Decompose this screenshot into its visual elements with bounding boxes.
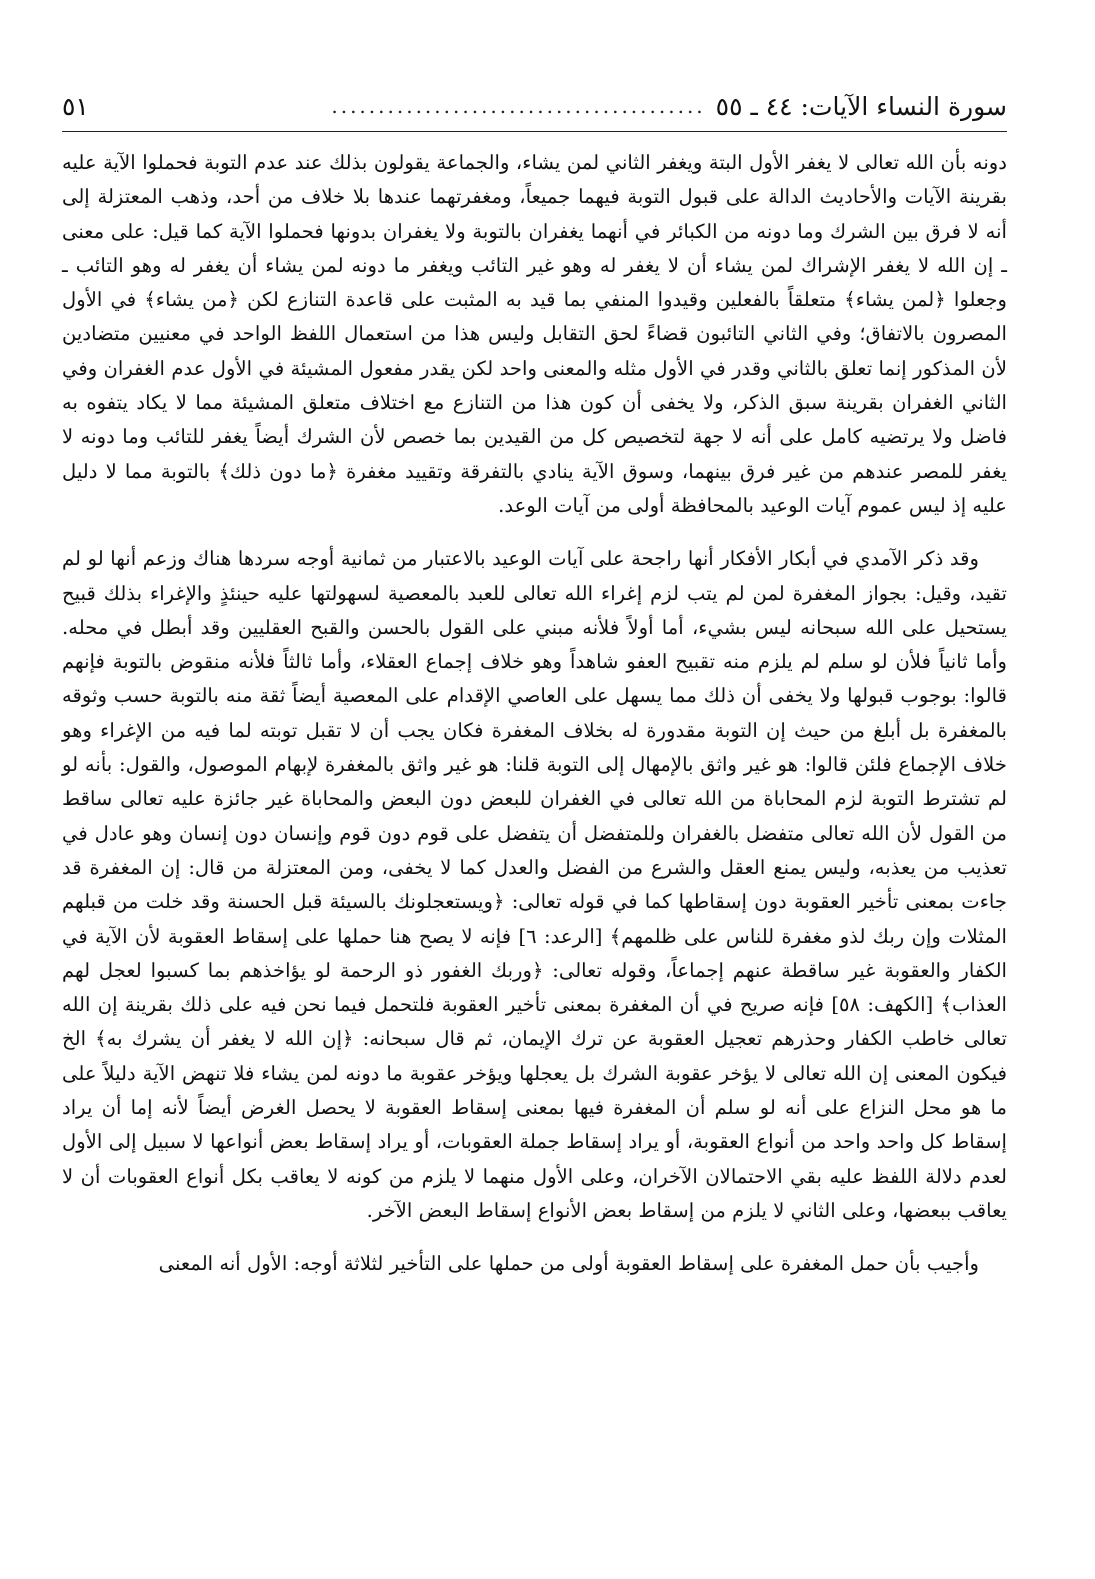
header-rule [62,131,1007,132]
paragraph-2: وقد ذكر الآمدي في أبكار الأفكار أنها راجحة على آيات الوعيد بالاعتبار من ثمانية أوجه سردها هناك وزعم أنها لو لم تقيد، وقيل: بجواز المغفرة لمن لم يتب لزم إغراء الله تعالى للعبد بالمعصية لسهولتها عليه حينئذٍ والإغراء بذلك قبيح يستحيل على الله سبحانه ليس بشيء، أما أولاً فلأنه مبني على القول بالحسن والقبح العقليين وقد أبطل في محله. وأما ثانياً فلأن لو سلم لم يلزم منه تقبيح العفو شاهداً وهو خلاف إجماع العقلاء، وأما ثالثاً فلأنه منقوض بالتوبة فإنهم قالوا: بوجوب قبولها ولا يخفى أن ذلك مما يسهل على العاصي الإقدام على المعصية أيضاً ثقة منه بالتوبة حسب وثوقه بالمغفرة بل أبلغ من حيث إن التوبة مقدورة له بخلاف المغفرة فكان يجب أن لا تقبل توبته لما فيه من الإغراء وهو خلاف الإجماع فلئن قالوا: هو غير واثق بالإمهال إلى التوبة قلنا: هو غير واثق بالمغفرة لإبهام الموصول، والقول: بأنه لو لم تشترط التوبة لزم المحاباة من الله تعالى في الغفران للبعض دون البعض والمحاباة غير جائزة عليه تعالى ساقط من القول لأن الله تعالى متفضل بالغفران وللمتفضل أن يتفضل على قوم دون قوم وإنسان دون إنسان وهو عادل في تعذيب من يعذبه، وليس يمنع العقل والشرع من الفضل والعدل كما لا يخفى، ومن المعتزلة من قال: إن المغفرة قد جاءت بمعنى تأخير العقوبة دون إسقاطها كما في قوله تعالى: ﴿ويستعجلونك بالسيئة قبل الحسنة وقد خلت من قبلهم المثلات وإن ربك لذو مغفرة للناس على ظلمهم﴾ [الرعد: ٦] فإنه لا يصح هنا حملها على إسقاط العقوبة لأن الآية في الكفار والعقوبة غير ساقطة عنهم إجماعاً، وقوله تعالى: ﴿وربك الغفور ذو الرحمة لو يؤاخذهم بما كسبوا لعجل لهم العذاب﴾ [الكهف: ٥٨] فإنه صريح في أن المغفرة بمعنى تأخير العقوبة فلتحمل فيما نحن فيه على ذلك بقرينة إن الله تعالى خاطب الكفار وحذرهم تعجيل العقوبة عن ترك الإيمان، ثم قال سبحانه: ﴿إن الله لا يغفر أن يشرك به﴾ الخ فيكون المعنى إن الله تعالى لا يؤخر عقوبة الشرك بل يعجلها ويؤخر عقوبة ما دونه لمن يشاء فلا تنهض الآية دليلاً على ما هو محل النزاع على أنه لو سلم أن المغفرة فيها بمعنى إسقاط العقوبة لا يحصل الغرض أيضاً لأنه إما أن يراد إسقاط كل واحد واحد من أنواع العقوبة، أو يراد إسقاط جملة العقوبات، أو يراد إسقاط بعض أنواعها لا سبيل إلى الأول لعدم دلالة اللفظ عليه بقي الاحتمالان الآخران، وعلى الأول منهما لا يلزم من كونه لا يعاقب بكل أنواع العقوبات أن لا يعاقب ببعضها، وعلى الثاني لا يلزم من إسقاط بعض الأنواع إسقاط البعض الآخر. [62,547,1007,1222]
page-number: ٥١ [62,91,89,121]
paragraph-1: دونه بأن الله تعالى لا يغفر الأول البتة ويغفر الثاني لمن يشاء، والجماعة يقولون بذلك عند عدم التوبة فحملوا الآية عليه بقرينة الآيات والأحاديث الدالة على قبول التوبة فيهما جميعاً، ومغفرتهما عندها بلا خلاف من أحد، وذهب المعتزلة إلى أنه لا فرق بين الشرك وما دونه من الكبائر في أنهما يغفران بالتوبة ولا يغفران بدونها فحملوا الآية كما قيل: على معنى ـ إن الله لا يغفر الإشراك لمن يشاء أن لا يغفر له وهو غير التائب ويغفر ما دونه لمن يشاء أن يغفر له وهو التائب ـ وجعلوا ﴿لمن يشاء﴾ متعلقاً بالفعلين وقيدوا المنفي بما قيد به المثبت على قاعدة التنازع لكن ﴿من يشاء﴾ في الأول المصرون بالاتفاق؛ وفي الثاني التائبون قضاءً لحق التقابل وليس هذا من استعمال اللفظ الواحد في معنيين متضادين لأن المذكور إنما تعلق بالثاني وقدر في الأول مثله والمعنى واحد لكن يقدر مفعول المشيئة في الأول عدم الغفران وفي الثاني الغفران بقرينة سبق الذكر، ولا يخفى أن كون هذا من التنازع مع اختلاف متعلق المشيئة مما لا يكاد يتفوه به فاضل ولا يرتضيه كامل على أنه لا جهة لتخصيص كل من القيدين بما خصص لأن الشرك أيضاً يغفر للتائب وما دونه لا يغفر للمصر عندهم من غير فرق بينهما، وسوق الآية ينادي بالتفرقة وتقييد مغفرة ﴿ما دون ذلك﴾ بالتوبة مما لا دليل عليه إذ ليس عموم آيات الوعيد بالمحافظة أولى من آيات الوعد. [62,151,1008,517]
page-body [62,146,1007,1301]
header-title: سورة النساء الآيات: ٤٤ ـ ٥٥ [715,91,1007,121]
header-leader-dots: ........................................ [331,94,706,118]
running-header [62,84,1007,128]
paragraph-3: وأجيب بأن حمل المغفرة على إسقاط العقوبة أولى من حملها على التأخير لثلاثة أوجه: الأول أنه المعنى [158,1252,979,1276]
